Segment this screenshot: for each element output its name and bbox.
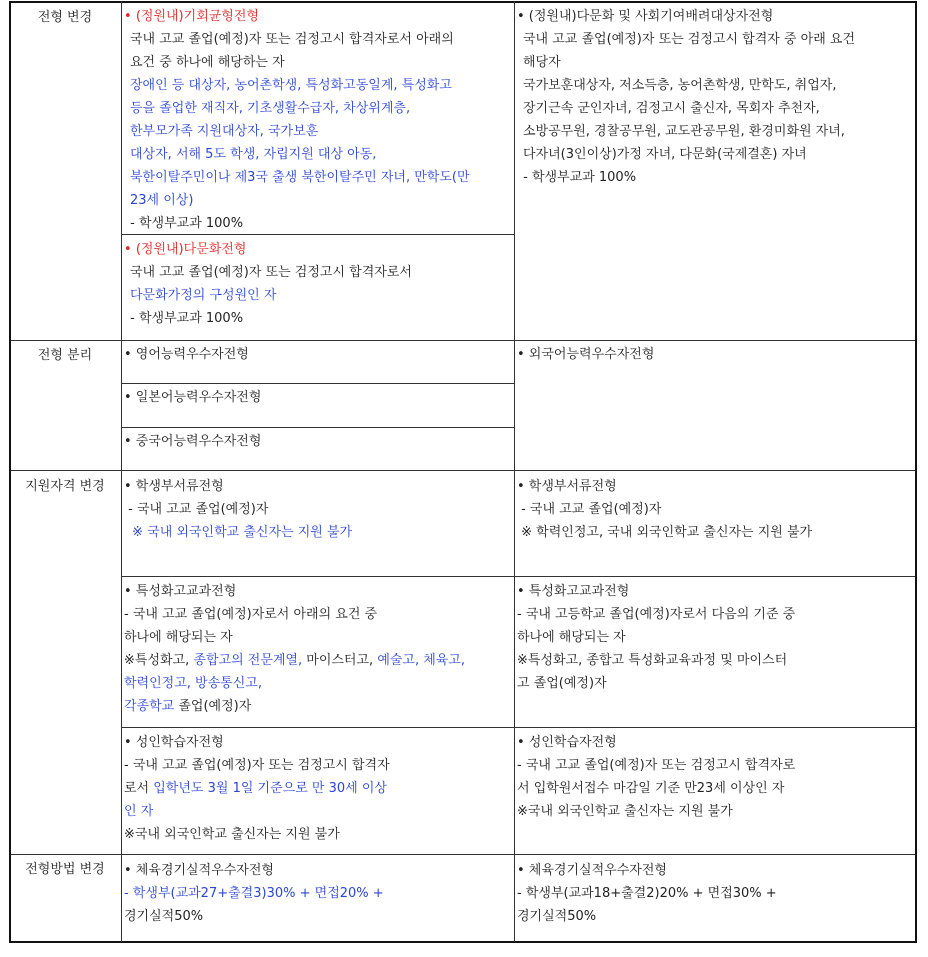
category-eligibility-change: 지원자격 변경	[25, 479, 105, 494]
entry-title: • 체육경기실적우수자전형	[517, 863, 667, 878]
cell-multicultural-old	[124, 238, 412, 330]
entry-line-highlight: 23세 이상)	[130, 193, 194, 208]
entry-title: • (정원내)다문화전형	[124, 242, 247, 257]
entry-line: 소방공무원, 경찰공무원, 교도관공무원, 환경미화원 자녀,	[523, 124, 845, 139]
entry-line-highlight: 인 자	[124, 804, 154, 819]
cell-japanese-proficiency	[124, 386, 261, 409]
entry-line-mixed: ※특성화고, 종합고의 전문계열, 마이스터고, 예술고, 체육고,	[124, 653, 466, 668]
entry-line: ※ 학력인정고, 국내 외국인학교 출신자는 지원 불가	[517, 525, 813, 540]
entry-title: • 일본어능력우수자전형	[124, 390, 262, 405]
entry-line: 서 입학원서접수 마감일 기준 만23세 이상인 자	[517, 781, 785, 796]
entry-line: 고 졸업(예정)자	[517, 676, 607, 691]
entry-line-highlight: 학력인정고, 방송통신고,	[124, 676, 262, 691]
entry-line-highlight: 한부모가족 지원대상자, 국가보훈	[130, 124, 319, 139]
cell-english-proficiency	[124, 343, 249, 366]
column-divider-category	[121, 1, 122, 942]
entry-line-highlight: - 학생부(교과27+출결3)30% + 면접20% +	[124, 886, 384, 901]
entry-title: • (정원내)다문화 및 사회기여배려대상자전형	[517, 9, 774, 24]
entry-title: • 성인학습자전형	[517, 735, 617, 750]
entry-line: - 국내 고교 졸업(예정)자 또는 검정고시 합격자	[124, 758, 390, 773]
entry-line: - 학생부교과 100%	[126, 216, 244, 231]
entry-line: 경기실적50%	[124, 909, 204, 924]
entry-line-highlight: ※ 국내 외국인학교 출신자는 지원 불가	[128, 525, 353, 540]
entry-title: • 특성화고교과전형	[124, 584, 237, 599]
row-divider-2-3	[9, 470, 917, 471]
entry-line: 다자녀(3인이상)가정 자녀, 다문화(국제결혼) 자녀	[523, 147, 807, 162]
entry-line: 하나에 해당되는 자	[517, 630, 626, 645]
entry-line: - 국내 고교 졸업(예정)자 또는 검정고시 합격자로	[517, 758, 796, 773]
entry-line: - 국내 고등학교 졸업(예정)자로서 다음의 기준 중	[517, 607, 796, 622]
cell-vocational-school-new	[517, 580, 795, 695]
entry-line-mixed: 각종학교 졸업(예정)자	[124, 699, 252, 714]
entry-title: • 체육경기실적우수자전형	[124, 863, 274, 878]
entry-line: ※특성화고, 종합고 특성화교육과정 및 마이스터	[517, 653, 788, 668]
category-method-change: 전형방법 변경	[25, 862, 105, 877]
cell-athletic-achievement-old	[124, 859, 384, 928]
entry-line: ※국내 외국인학교 출신자는 지원 불가	[124, 827, 340, 842]
table-left-border	[9, 1, 11, 942]
entry-title: • 학생부서류전형	[124, 479, 224, 494]
row-divider-3b-3c	[121, 727, 917, 728]
table-right-border	[915, 1, 917, 942]
entry-line: 국내 고교 졸업(예정)자 또는 검정고시 합격자 중 아래 요건	[523, 32, 856, 47]
cell-document-review-new	[517, 475, 812, 544]
entry-line: 장기근속 군인자녀, 검정고시 출신자, 목회자 추천자,	[523, 101, 820, 116]
entry-line-highlight: 장애인 등 대상자, 농어촌학생, 특성화고동일계, 특성화고	[130, 78, 452, 93]
cell-athletic-achievement-new	[517, 859, 777, 928]
entry-line: - 국내 고교 졸업(예정)자	[517, 502, 662, 517]
entry-line: 국내 고교 졸업(예정)자 또는 검정고시 합격자로서	[130, 265, 412, 280]
entry-line: 경기실적50%	[517, 909, 597, 924]
cell-chinese-proficiency	[124, 430, 261, 453]
cell-document-review-old	[124, 475, 352, 544]
entry-line: ※국내 외국인학교 출신자는 지원 불가	[517, 804, 733, 819]
row-divider-1-2	[9, 340, 917, 341]
row-divider-3-4	[9, 854, 917, 855]
entry-line-highlight: 다문화가정의 구성원인 자	[130, 288, 277, 303]
entry-title: • 성인학습자전형	[124, 735, 224, 750]
entry-line: 국내 고교 졸업(예정)자 또는 검정고시 합격자로서 아래의	[130, 32, 454, 47]
cell-vocational-school-old	[124, 580, 465, 718]
cell-adult-learner-old	[124, 731, 390, 846]
entry-line-highlight: 북한이탈주민이나 제3국 출생 북한이탈주민 자녀, 만학도(만	[130, 170, 470, 185]
entry-title: • 영어능력우수자전형	[124, 347, 249, 362]
row-divider-3a-3b	[121, 576, 917, 577]
entry-line: 해당자	[523, 55, 561, 70]
cell-adult-learner-new	[517, 731, 795, 823]
cell-foreign-language-proficiency	[517, 343, 654, 366]
column-divider-middle	[514, 1, 515, 942]
entry-title: • (정원내)기회균형전형	[124, 9, 259, 24]
table-bottom-border	[9, 941, 917, 943]
entry-title: • 학생부서류전형	[517, 479, 617, 494]
entry-line: - 학생부교과 100%	[126, 311, 244, 326]
table-top-border	[9, 1, 917, 3]
entry-line: - 국내 고교 졸업(예정)자	[124, 502, 269, 517]
entry-line: 국가보훈대상자, 저소득층, 농어촌학생, 만학도, 취업자,	[523, 78, 837, 93]
entry-line-highlight: 등을 졸업한 재직자, 기초생활수급자, 차상위계층,	[130, 101, 411, 116]
entry-line: - 국내 고교 졸업(예정)자로서 아래의 요건 중	[124, 607, 378, 622]
row-divider-2b-2c	[121, 427, 515, 428]
entry-line-highlight: 대상자, 서해 5도 학생, 자립지원 대상 아동,	[130, 147, 377, 162]
entry-title: • 외국어능력우수자전형	[517, 347, 655, 362]
entry-title: • 중국어능력우수자전형	[124, 434, 262, 449]
category-selection-change: 전형 변경	[37, 10, 93, 25]
entry-line: 요건 중 하나에 해당하는 자	[130, 55, 285, 70]
category-selection-split: 전형 분리	[37, 348, 93, 363]
entry-line: - 학생부(교과18+출결2)20% + 면접30% +	[517, 886, 777, 901]
entry-title: • 특성화고교과전형	[517, 584, 630, 599]
cell-opportunity-balance-old	[124, 5, 470, 235]
entry-line: - 학생부교과 100%	[519, 170, 637, 185]
row-divider-2a-2b	[121, 383, 515, 384]
entry-line-mixed: 로서 입학년도 3월 1일 기준으로 만 30세 이상	[124, 781, 387, 796]
entry-line: 하나에 해당되는 자	[124, 630, 233, 645]
cell-multicultural-social-new	[517, 5, 855, 189]
